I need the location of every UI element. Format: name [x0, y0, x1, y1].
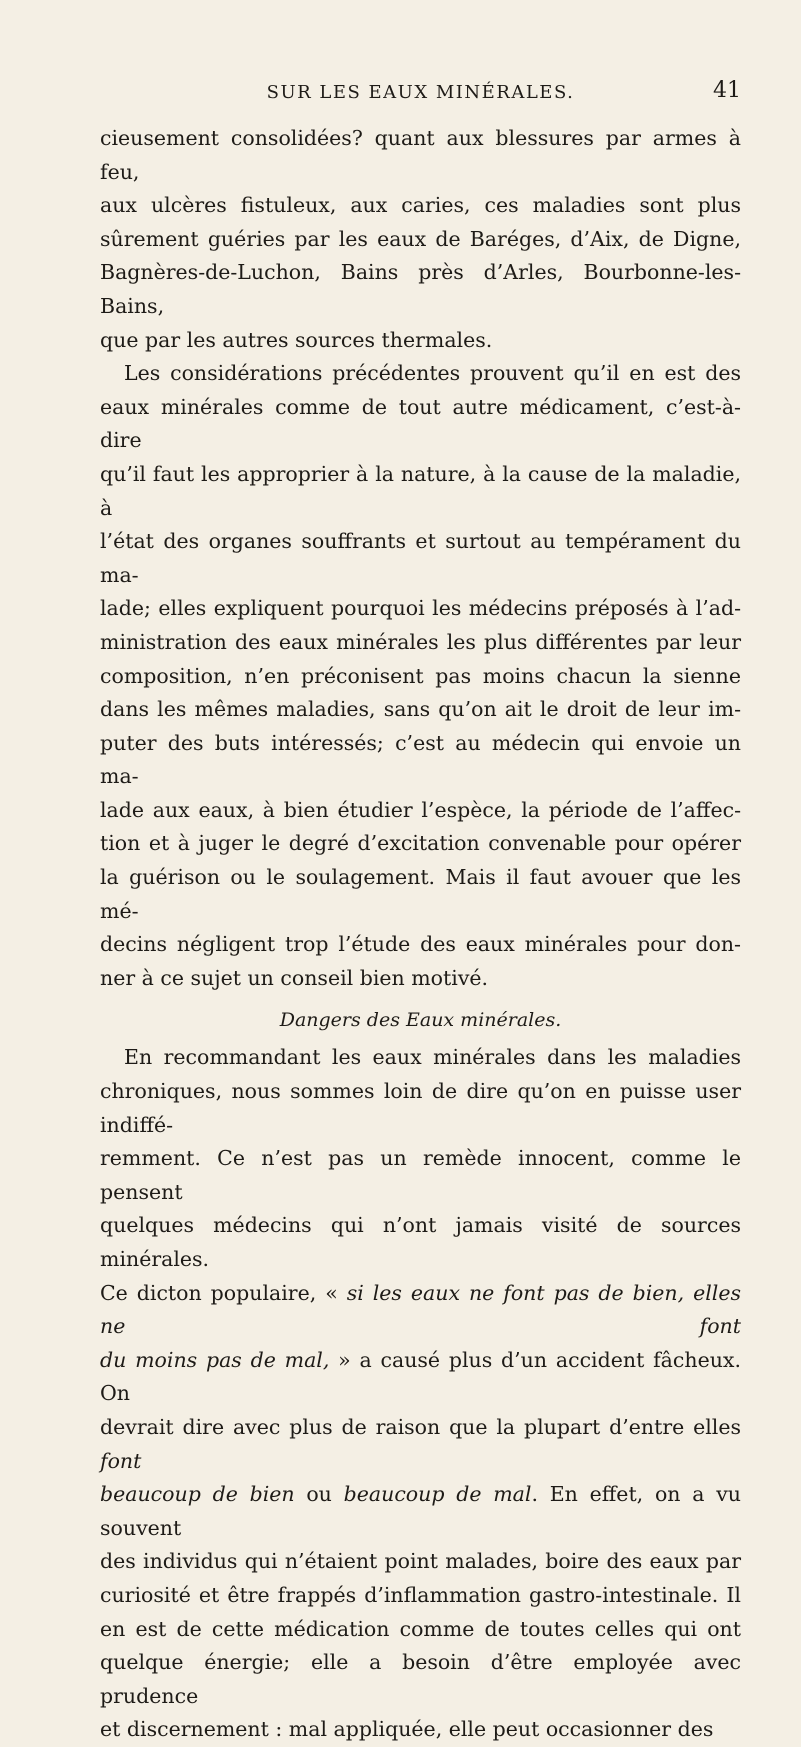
text-span: » a causé plus d’un accident fâcheux. On — [100, 1347, 741, 1406]
text-line: composition, n’en préconisent pas moins chacun la sienne — [100, 663, 741, 688]
page-number: 41 — [713, 78, 741, 103]
text-line: lade aux eaux, à bien étudier l’espèce, la période de l’affec- — [100, 797, 741, 822]
text-span: devrait dire avec plus de raison que la plupart d’entre elles — [100, 1414, 741, 1439]
text-line: chroniques, nous sommes loin de dire qu’on en puisse user indiffé- — [100, 1079, 741, 1137]
text-line: ner à ce sujet un conseil bien motivé. — [100, 965, 489, 990]
text-line: sûrement guéries par les eaux de Baréges, d’Aix, de Digne, — [100, 226, 741, 251]
emphasis: font — [100, 1448, 142, 1473]
text-line: eaux minérales comme de tout autre médicament, c’est-à-dire — [100, 394, 741, 453]
text-line: En recommandant les eaux minérales dans les maladies — [124, 1045, 741, 1070]
text-line — [100, 1277, 741, 1344]
text-line: aux ulcères fistuleux, aux caries, ces maladies sont plus — [100, 193, 741, 218]
emphasis: beaucoup de mal — [343, 1482, 532, 1507]
text-line: ministration des eaux minérales les plus différentes par leur — [100, 629, 741, 654]
quoted-saying: si les eaux ne font pas de bien, elles ne font — [100, 1280, 741, 1339]
running-head — [100, 78, 741, 110]
text-line: et discernement : mal appliquée, elle peut occasionner des — [100, 1717, 714, 1742]
text-line: que par les autres sources thermales. — [100, 327, 493, 352]
text-line: la guérison ou le soulagement. Mais il faut avouer que les mé- — [100, 865, 741, 923]
text-line: quelque énergie; elle a besoin d’être employée avec prudence — [100, 1650, 741, 1708]
text-line — [100, 1411, 741, 1478]
text-line — [100, 1344, 741, 1411]
text-line — [100, 1478, 741, 1545]
body-text — [100, 122, 741, 1747]
running-title: SUR LES EAUX MINÉRALES. — [266, 82, 575, 103]
text-line: lade; elles expliquent pourquoi les médecins préposés à l’ad- — [100, 596, 741, 621]
text-line: tion et à juger le degré d’excitation convenable pour opérer — [100, 831, 741, 856]
text-line: en est de cette médication comme de toutes celles qui ont — [100, 1616, 741, 1641]
text-span: . En effet, on a vu souvent — [100, 1482, 741, 1540]
text-span: Ce dicton populaire, « — [100, 1280, 347, 1305]
text-line: curiosité et être frappés d’inflammation gastro-intestinale. Il — [100, 1582, 741, 1607]
emphasis: beaucoup de bien — [100, 1482, 295, 1507]
text-line: qu’il faut les approprier à la nature, à la cause de la maladie, à — [100, 461, 741, 520]
quoted-saying: du moins pas de mal, — [100, 1347, 330, 1372]
text-line: dans les mêmes maladies, sans qu’on ait le droit de leur im- — [100, 697, 741, 722]
text-line: decins négligent trop l’étude des eaux minérales pour don- — [100, 932, 741, 957]
text-line: l’état des organes souffrants et surtout au tempérament du ma- — [100, 529, 741, 587]
text-line: quelques médecins qui n’ont jamais visité de sources minérales. — [100, 1213, 741, 1271]
text-line: puter des buts intéressés; c’est au médecin qui envoie un ma- — [100, 730, 741, 789]
text-line: Bagnères-de-Luchon, Bains près d’Arles, Bourbonne-les-Bains, — [100, 260, 741, 318]
text-line: des individus qui n’étaient point malades, boire des eaux par — [100, 1549, 741, 1574]
text-line: remment. Ce n’est pas un remède innocent, comme le pensent — [100, 1146, 741, 1204]
section-heading: Dangers des Eaux minérales. — [279, 1009, 562, 1032]
text-line: Les considérations précédentes prouvent qu’il en est des — [124, 361, 741, 386]
text-line: cieusement consolidées? quant aux blessures par armes à feu, — [100, 126, 741, 184]
text-span: ou — [294, 1482, 344, 1507]
